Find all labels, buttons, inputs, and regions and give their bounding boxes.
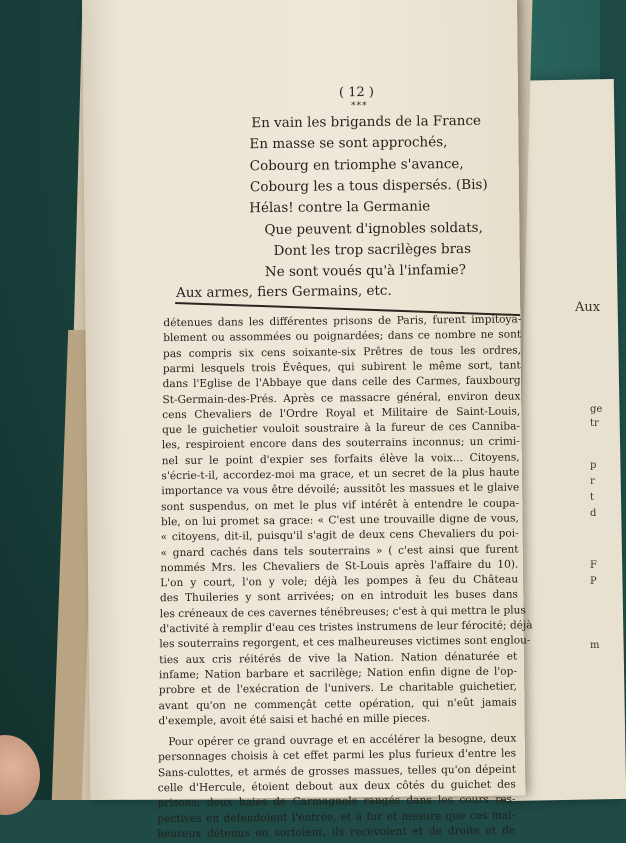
prose-line: pectives en défendoient l'entrée, et à fur et mesure que ces mal- <box>157 809 516 825</box>
prose-line: L'on y court, l'on y vole; déjà les pompes à feu du Château <box>160 573 519 590</box>
prose-line: les, respiroient encore dans des souterrains inconnus; un crimi- <box>161 435 520 452</box>
prose-line: nel sur le point d'expier ses forfaits élève la voix... Citoyens, <box>161 451 520 467</box>
verse-line: Dont les trop sacrilèges bras <box>273 240 472 260</box>
prose-line: sont suspendus, on met le plus vif intérêt à entendre le coupa- <box>161 497 520 513</box>
prose-line: que le guichetier vouloit soustraire à la fureur de ces Canniba- <box>161 420 521 437</box>
prose-line: blement ou assommées ou poignardées; dans ce nombre ne sont <box>163 328 522 345</box>
adjacent-fragment: P <box>590 576 597 587</box>
prose-line: les souterrains regorgent, et ces malheureuses victimes sont englou- <box>159 634 531 651</box>
adjacent-fragment: t <box>590 492 595 503</box>
prose-line: « citoyens, dit-il, puisqu'il s'agit de deux cens Chevaliers du poi- <box>160 527 519 544</box>
verse-refrain: Aux armes, fiers Germains, etc. <box>175 282 392 302</box>
verse-line: Cobourg en triomphe s'avance, <box>249 156 464 175</box>
prose-line: nommés Mrs. les Chevaliers de St-Louis après l'affaire du 10). <box>160 558 519 575</box>
verse-line: Cobourg les a tous dispersés. (Bis) <box>249 176 488 196</box>
verse-line: Que peuvent d'ignobles soldats, <box>264 219 483 239</box>
prose-line: celle d'Hercule, étoient debout aux deux côtés du guichet des <box>157 778 516 795</box>
prose-line: d'exemple, avoit été saisi et haché en mille pieces. <box>158 712 431 728</box>
adjacent-fragment: tr <box>590 418 599 429</box>
prose-line: infame; Nation barbare et sacrilège; Nation enfin digne de l'op- <box>158 665 518 682</box>
prose-line: dans l'Eglise de l'Abbaye que dans celle des Carmes, fauxbourg <box>162 374 521 391</box>
prose-line: détenues dans les différentes prisons de Paris, furent impitoya- <box>163 313 522 330</box>
prose-line: cens Chevaliers de l'Ordre Royal et Militaire de Saint-Louis, <box>162 405 521 421</box>
prose-line: Sans-culottes, et armés de grosses massues, telles qu'on dépeint <box>157 763 516 779</box>
verse-line: En vain les brigands de la France <box>251 112 482 132</box>
prose-line: les créneaux de ces cavernes ténébreuses; c'est à qui mettra le plus <box>159 604 526 620</box>
verse-line: Hélas! contre la Germanie <box>249 198 431 217</box>
verse-line: En masse se sont approchés, <box>249 134 448 153</box>
prose-line: d'activité à remplir d'eau ces tristes instrumens de leur férocité; déjà <box>159 619 533 636</box>
prose-line: parmi lesquels trois Évêques, qui subirent le même sort, tant <box>162 359 521 376</box>
prose-line: ble, on lui promet sa grace: « C'est une trouvaille digne de vous, <box>160 512 519 529</box>
prose-line: importance va vous être dévoilé; aussitôt les massues et le glaive <box>161 481 520 498</box>
adjacent-fragment: F <box>590 560 597 571</box>
prose-line: avant qu'on ne commençât cette opération, qui n'eût jamais <box>158 695 517 712</box>
prose-line: probre et de l'exécration de l'univers. Le charitable guichetier, <box>158 680 517 697</box>
section-marker: *** <box>351 101 368 112</box>
prose-line: des Thuileries y sont arrivées; on en introduit les buses dans <box>159 588 519 605</box>
adjacent-fragment: m <box>590 640 600 651</box>
prose-line: s'écrie-t-il, accordez-moi ma grace, et un secret de la plus haute <box>161 466 520 483</box>
prose-line: heureux détenus en sortoient, ils recevoient et de droite et de <box>157 824 516 841</box>
prose-line: St-Germain-des-Prés. Après ce massacre général, environ deux <box>162 389 521 406</box>
adjacent-page-word: Aux <box>575 300 601 315</box>
prose-line: ties aux cris réitérés de vive la Nation. Nation dénaturée et <box>159 650 518 666</box>
paragraph-start-line: Pour opérer ce grand ouvrage et en accélérer la besogne, deux <box>168 732 517 749</box>
prose-line: « gnard cachés dans tels souterrains » ( c'est ainsi que furent <box>160 542 519 559</box>
prose-line: prisons; deux haies de Carmagnols rangés dans les cours res- <box>157 793 516 810</box>
book-page <box>82 0 533 841</box>
prose-line: pas compris six cens soixante-six Prêtres de tous les ordres, <box>162 344 522 360</box>
adjacent-fragment: ge <box>590 404 603 415</box>
prose-line: personnages choisis à cet effet parmi les plus furieux d'entre les <box>158 747 517 764</box>
adjacent-fragment: p <box>590 460 597 471</box>
verse-line: Ne sont voués qu'à l'infamie? <box>264 261 466 281</box>
adjacent-fragment: d <box>590 508 597 519</box>
page-number: ( 12 ) <box>338 84 375 101</box>
adjacent-fragment: r <box>590 476 595 487</box>
